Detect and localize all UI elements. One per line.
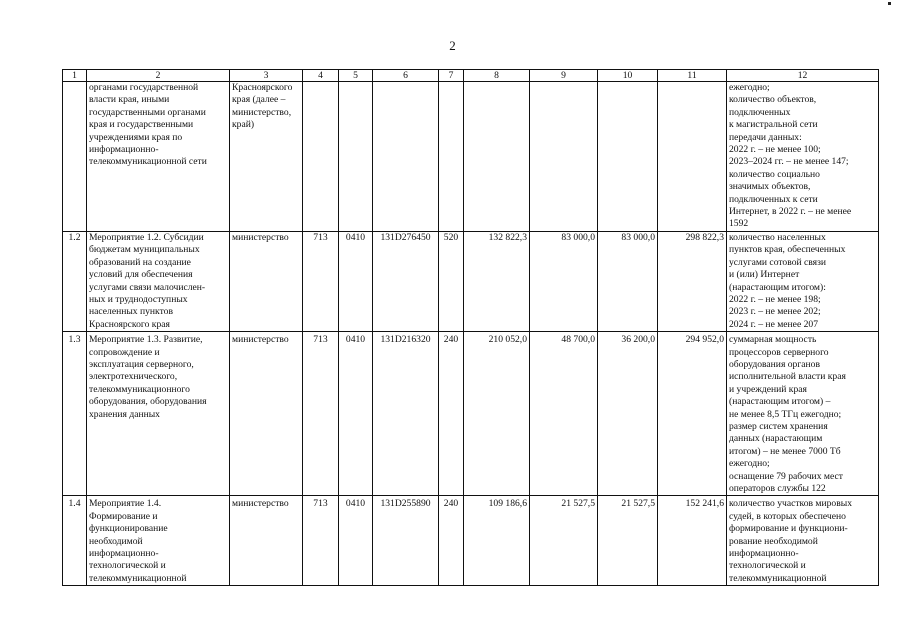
amount-col11: 152 241,6 [658, 496, 727, 586]
amount-col10: 83 000,0 [598, 231, 658, 331]
text-line: бюджетам муниципальных [89, 244, 200, 256]
column-header-11: 11 [658, 70, 727, 82]
text-line: населенных пунктов [89, 306, 173, 318]
vr-code: 240 [439, 332, 464, 496]
scan-mark [888, 2, 891, 5]
row-number: 1.2 [63, 231, 87, 331]
text-line: технологической и [89, 560, 166, 572]
text-line: края и государственными [89, 119, 194, 131]
text-line: к магистральной сети [729, 119, 818, 131]
text-line: данных (нарастающим [729, 433, 823, 445]
csr-code: 131D276450 [373, 231, 439, 331]
amount-col11: 298 822,3 [658, 231, 727, 331]
executor [230, 82, 303, 232]
text-line: 2024 г. – не менее 207 [729, 318, 818, 330]
text-line: количество объектов, [729, 94, 817, 106]
amount-col8: 210 052,0 [464, 332, 530, 496]
column-header-5: 5 [339, 70, 373, 82]
header-row [63, 70, 879, 82]
text-line: электротехнического, [89, 371, 178, 383]
text-line: оснащение 79 рабочих мест [729, 470, 843, 482]
text-line: ежегодно; [729, 458, 770, 470]
text-line: министерство [232, 498, 289, 510]
row-number: 1.4 [63, 496, 87, 586]
expected-result [727, 332, 879, 496]
text-line: телекоммуникационной сети [89, 156, 207, 168]
text-line: сопровождение и [89, 346, 160, 358]
text-line: количество участков мировых [729, 498, 852, 510]
amount-col11 [658, 82, 727, 232]
text-line: ных и труднодоступных [89, 293, 188, 305]
text-line: и (или) Интернет [729, 269, 800, 281]
text-line: Интернет, в 2022 г. – не менее [729, 206, 852, 218]
text-line: подключенных к сети [729, 193, 818, 205]
table-row [63, 496, 879, 586]
text-line: количество социально [729, 168, 820, 180]
amount-col10: 36 200,0 [598, 332, 658, 496]
text-line: оборудования органов [729, 358, 821, 370]
amount-col9: 48 700,0 [530, 332, 598, 496]
text-line: 2023 г. – не менее 202; [729, 306, 821, 318]
table-row [63, 231, 879, 331]
text-line: рование необходимой [729, 535, 818, 547]
column-header-9: 9 [530, 70, 598, 82]
table-row [63, 82, 879, 232]
text-line: оборудования, оборудования [89, 396, 207, 408]
text-line: итогом) – не менее 7000 Тб [729, 445, 841, 457]
row-number: 1.3 [63, 332, 87, 496]
column-header-6: 6 [373, 70, 439, 82]
text-line: формирование и функциони- [729, 523, 848, 535]
program-table [62, 69, 879, 586]
column-header-12: 12 [727, 70, 879, 82]
rzpr-code: 0410 [339, 332, 373, 496]
text-line: суммарная мощность [729, 334, 817, 346]
text-line: и учреждений края [729, 383, 807, 395]
vr-code: 520 [439, 231, 464, 331]
text-line: 2022 г. – не менее 198; [729, 293, 821, 305]
rzpr-code: 0410 [339, 231, 373, 331]
text-line: услугами связи малочислен- [89, 281, 206, 293]
text-line: передачи данных: [729, 131, 802, 143]
column-header-3: 3 [230, 70, 303, 82]
text-line: исполнительной власти края [729, 371, 846, 383]
text-line: министерство [232, 231, 289, 243]
activity-name [87, 231, 230, 331]
amount-col11: 294 952,0 [658, 332, 727, 496]
text-line: не менее 8,5 ТГц ежегодно; [729, 408, 842, 420]
text-line: информационно- [729, 548, 799, 560]
text-line: Красноярского [232, 82, 293, 93]
text-line: телекоммуникационной [89, 572, 187, 584]
column-header-2: 2 [87, 70, 230, 82]
text-line: учреждениями края по [89, 131, 183, 143]
executor [230, 496, 303, 586]
text-line: условий для обеспечения [89, 269, 193, 281]
csr-code: 131D216320 [373, 332, 439, 496]
column-header-7: 7 [439, 70, 464, 82]
text-line: Мероприятие 1.2. Субсидии [89, 231, 204, 243]
text-line: информационно- [89, 548, 159, 560]
text-line: функционирование [89, 523, 168, 535]
vr-code [439, 82, 464, 232]
page-number: 2 [449, 38, 456, 53]
text-line: 1592 [729, 218, 749, 230]
activity-name [87, 82, 230, 232]
grbs-code [303, 82, 339, 232]
column-header-10: 10 [598, 70, 658, 82]
text-line: Мероприятие 1.4. [89, 498, 162, 510]
amount-col9: 21 527,5 [530, 496, 598, 586]
text-line: (нарастающим итогом): [729, 281, 826, 293]
column-header-1: 1 [63, 70, 87, 82]
text-line: государственными органами [89, 106, 206, 118]
text-line: власти края, иными [89, 94, 170, 106]
text-line: операторов службы 122 [729, 483, 826, 494]
amount-col8: 132 822,3 [464, 231, 530, 331]
executor [230, 231, 303, 331]
text-line: органами государственной [89, 82, 199, 93]
text-line: край) [232, 119, 255, 131]
expected-result [727, 231, 879, 331]
expected-result [727, 82, 879, 232]
grbs-code: 713 [303, 231, 339, 331]
text-line: образований на создание [89, 256, 191, 268]
text-line: пунктов края, обеспеченных [729, 244, 846, 256]
text-line: хранения данных [89, 408, 160, 420]
row-number [63, 82, 87, 232]
text-line: телекоммуникационной [729, 572, 827, 584]
text-line: 2022 г. – не менее 100; [729, 144, 821, 156]
vr-code: 240 [439, 496, 464, 586]
text-line: министерство [232, 334, 289, 346]
amount-col8: 109 186,6 [464, 496, 530, 586]
text-line: (нарастающим итогом) – [729, 396, 831, 408]
text-line: значимых объектов, [729, 181, 811, 193]
table-row [63, 332, 879, 496]
text-line: процессоров серверного [729, 346, 829, 358]
csr-code [373, 82, 439, 232]
amount-col8 [464, 82, 530, 232]
amount-col10: 21 527,5 [598, 496, 658, 586]
text-line: Формирование и [89, 510, 158, 522]
text-line: судей, в которых обеспечено [729, 510, 846, 522]
text-line: информационно- [89, 144, 159, 156]
text-line: количество населенных [729, 231, 826, 243]
text-line: подключенных [729, 106, 791, 118]
expected-result [727, 496, 879, 586]
text-line: эксплуатация серверного, [89, 358, 194, 370]
text-line: ежегодно; [729, 82, 770, 93]
rzpr-code [339, 82, 373, 232]
text-line: необходимой [89, 535, 143, 547]
amount-col9 [530, 82, 598, 232]
column-header-4: 4 [303, 70, 339, 82]
text-line: услугами сотовой связи [729, 256, 827, 268]
text-line: министерство, [232, 106, 292, 118]
text-line: телекоммуникационного [89, 383, 190, 395]
text-line: края (далее – [232, 94, 286, 106]
activity-name [87, 332, 230, 496]
text-line: технологической и [729, 560, 806, 572]
executor [230, 332, 303, 496]
csr-code: 131D255890 [373, 496, 439, 586]
grbs-code: 713 [303, 496, 339, 586]
grbs-code: 713 [303, 332, 339, 496]
text-line: Мероприятие 1.3. Развитие, [89, 334, 203, 346]
column-header-8: 8 [464, 70, 530, 82]
text-line: Красноярского края [89, 318, 170, 330]
text-line: размер систем хранения [729, 420, 828, 432]
text-line: 2023–2024 гг. – не менее 147; [729, 156, 849, 168]
activity-name [87, 496, 230, 586]
amount-col9: 83 000,0 [530, 231, 598, 331]
amount-col10 [598, 82, 658, 232]
rzpr-code: 0410 [339, 496, 373, 586]
